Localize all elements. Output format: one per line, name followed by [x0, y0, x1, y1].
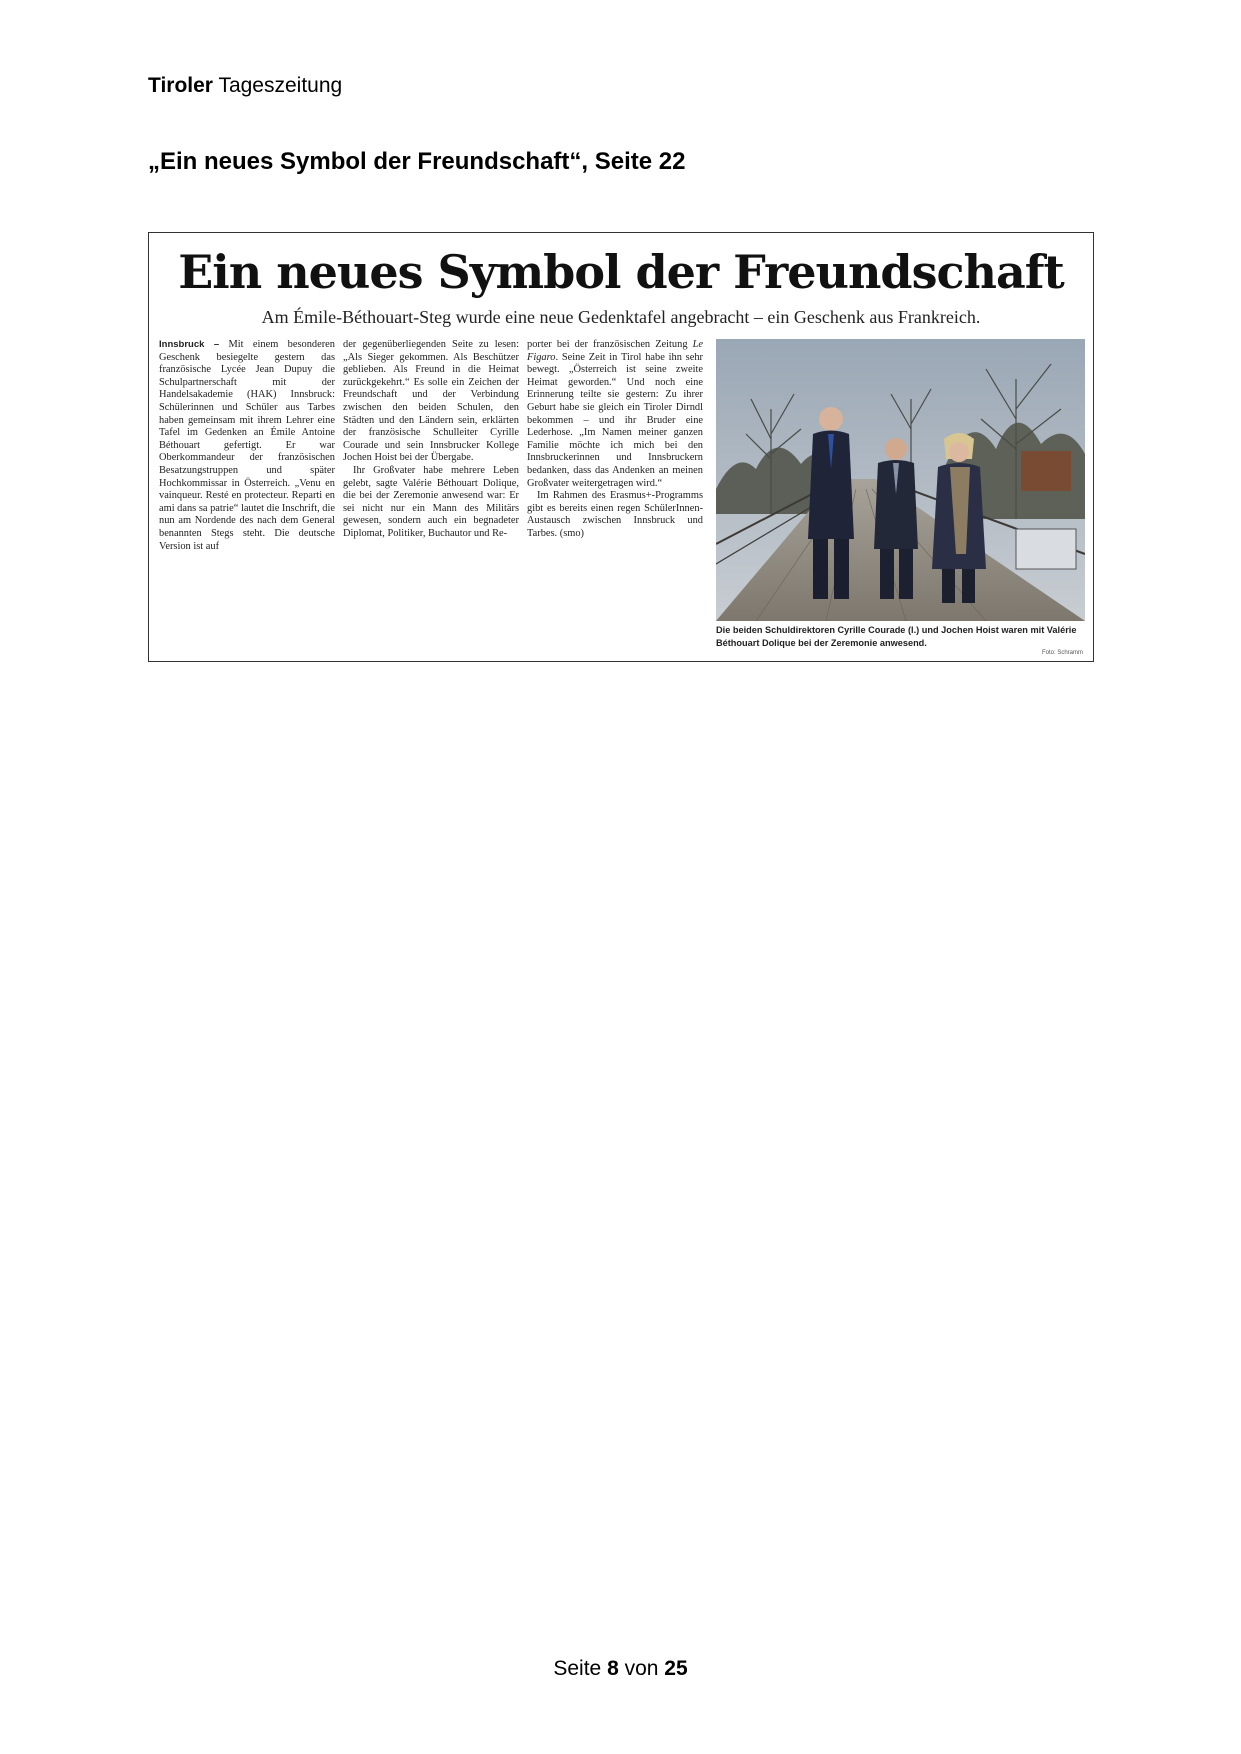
- column-1-text: Mit einem besonderen Geschenk besiegelte gestern das französische Lycée Jean Dupuy die Schulpartnerschaft mit der Handelsakademie (HAK) Innsbruck: Schülerinnen und Schüler aus Tarbes haben gemeinsam mit ihrem Lehrer eine Tafel im Gedenken an Émile Antoine Béthouart gefertigt. Er war Oberkommandeur der französischen Besatzungstruppen und später Hochkommissar in Österreich. „Venu en vainqueur. Resté en protecteur. Reparti en ami dans sa patrie“ lautet die Inschrift, die nun am Nordende des nach dem General benannten Stegs steht. Die deutsche Version ist auf: [159, 339, 335, 552]
- total-pages: 25: [664, 1657, 688, 1680]
- column-2-paragraph-1: der gegenüberliegenden Seite zu lesen: „Als Sieger gekommen. Als Beschützer geblieben. Als Freund in die Heimat zurückgekehrt.“ Es solle ein Zeichen der Freundschaft und der Verbindung zwischen den beiden Schulen, den Städten und den Ländern sein, erklärten der französische Schulleiter Cyrille Courade und sein Innsbrucker Kollege Jochen Hoist bei der Übergabe.: [343, 339, 519, 464]
- newspaper-name: Le Figaro: [527, 339, 703, 363]
- column-2-paragraph-2: Ihr Großvater habe mehrere Leben gelebt, sagte Valérie Béthouart Dolique, die bei der Zeremonie anwesend war: Er sei nicht nur ein Mann des Militärs gewesen, sondern auch ein begnadeter Diplomat, Politiker, Buchautor und Re-: [343, 464, 519, 539]
- article-column-3: [527, 339, 703, 541]
- photo-credit: Foto: Schramm: [1041, 650, 1083, 656]
- photo-caption: Die beiden Schuldirektoren Cyrille Courade (l.) und Jochen Hoist waren mit Valérie Béthouart Dolique bei der Zeremonie anwesend.: [716, 625, 1077, 648]
- article-photo: [716, 339, 1085, 621]
- article-column-1: [159, 339, 335, 553]
- column-3-paragraph-2: Im Rahmen des Erasmus+-Programms gibt es bereits einen regen SchülerInnen-Austausch zwischen Innsbruck und Tarbes. (smo): [527, 490, 703, 539]
- newspaper-clipping: [148, 232, 1094, 662]
- article-reference-title: „Ein neues Symbol der Freundschaft“, Seite 22: [148, 148, 686, 175]
- current-page: 8: [607, 1657, 619, 1680]
- article-column-2: [343, 339, 519, 541]
- article-subheadline: Am Émile-Béthouart-Steg wurde eine neue Gedenktafel angebracht – ein Geschenk aus Frankreich.: [261, 307, 981, 327]
- publication-name-rest: Tageszeitung: [218, 74, 343, 97]
- publication-name: [148, 74, 342, 98]
- publication-name-bold: Tiroler: [148, 74, 213, 97]
- column-3-paragraph-1: porter bei der französischen Zeitung Le Figaro. Seine Zeit in Tirol habe ihn sehr bewegt. „Österreich ist seine zweite Heimat geworden.“ Und noch eine Erinnerung teilte sie gestern: Zu ihrer Geburt habe sie gleich ein Tiroler Dirndl bekommen – und ihr Bruder eine Lederhose. „Im Namen meiner ganzen Familie möchte ich mich bei den Innsbruckerinnen und Innsbruckern bedanken, dass das Andenken an meinen Großvater weitergetragen wird.“: [527, 339, 703, 489]
- photo-illustration: [716, 339, 1085, 621]
- article-headline: Ein neues Symbol der Freundschaft: [178, 245, 1064, 299]
- dateline: Innsbruck –: [159, 339, 220, 350]
- page-number: Seite 8 von 25: [553, 1657, 688, 1680]
